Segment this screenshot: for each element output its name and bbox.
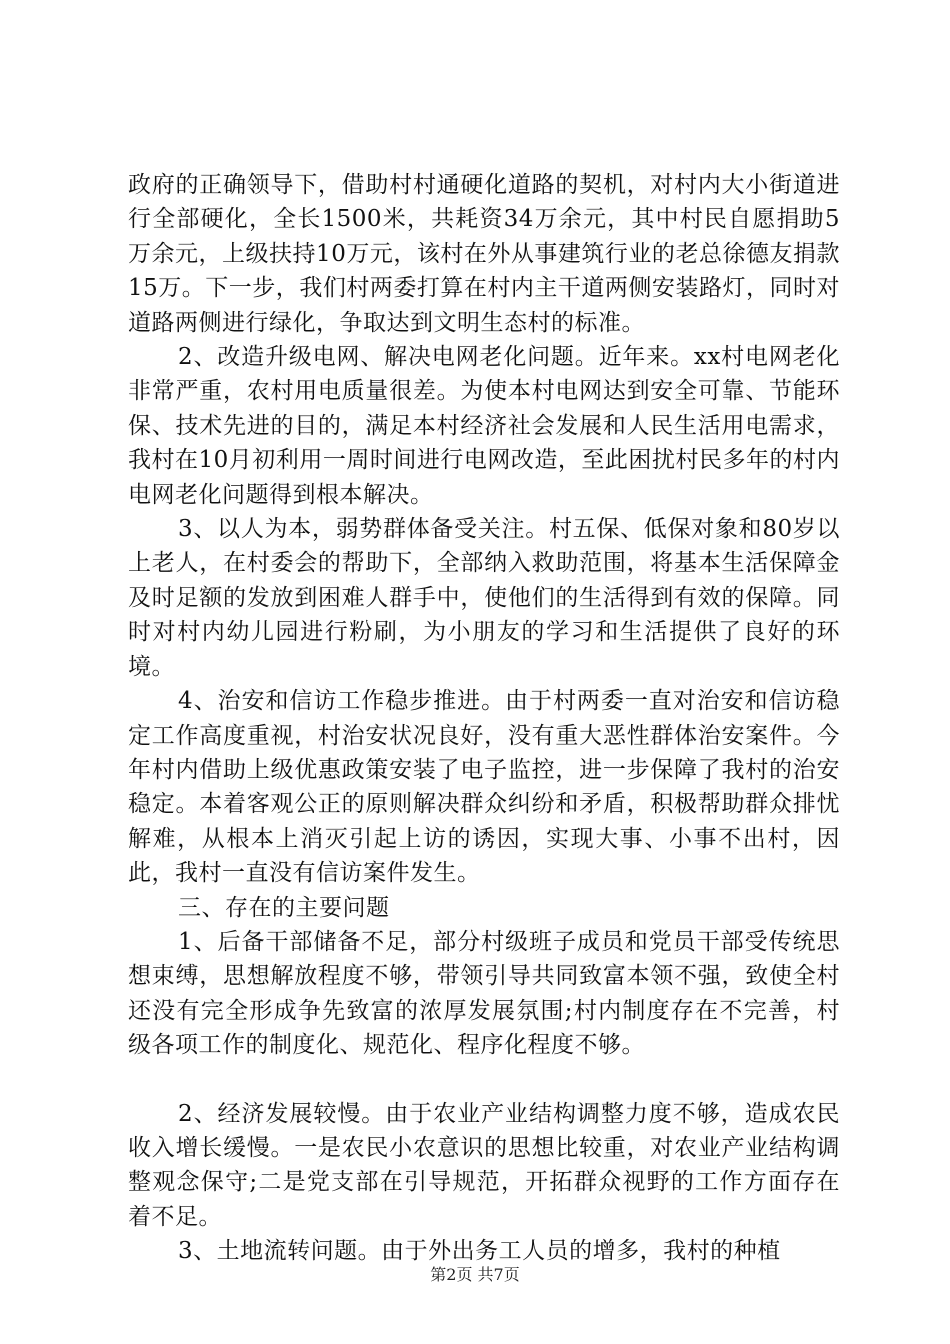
- section-heading-main-problems: 三、存在的主要问题: [178, 894, 390, 921]
- paragraph-land-transfer: 3、土地流转问题。由于外出务工人员的增多，我村的种植: [178, 1238, 781, 1265]
- paragraph-economic-development: 2、经济发展较慢。由于农业产业结构调整力度不够，造成农民收入增长缓慢。一是农民小农意识的思想比较重，对农业产业结构调整观念保守;二是党支部在引导规范，开拓群众视野的工作方面存在着不足。: [128, 1100, 840, 1230]
- paragraph-gap: [128, 1063, 840, 1097]
- paragraph-public-security: 4、治安和信访工作稳步推进。由于村两委一直对治安和信访稳定工作高度重视，村治安状况良好，没有重大恶性群体治安案件。今年村内借助上级优惠政策安装了电子监控，进一步保障了我村的治安稳定。本着客观公正的原则解决群众纠纷和矛盾，积极帮助群众排忧解难，从根本上消灭引起上访的诱因，实现大事、小事不出村，因此，我村一直没有信访案件发生。: [128, 688, 840, 887]
- page-number: 第2页 共7页: [430, 1265, 520, 1284]
- document-body: [128, 168, 840, 1269]
- paragraph-cadre-reserve: 1、后备干部储备不足，部分村级班子成员和党员干部受传统思想束缚，思想解放程度不够，带领引导共同致富本领不强，致使全村还没有完全形成争先致富的浓厚发展氛围;村内制度存在不完善，村级各项工作的制度化、规范化、程序化程度不够。: [128, 928, 840, 1059]
- paragraph-vulnerable-groups: 3、以人为本，弱势群体备受关注。村五保、低保对象和80岁以上老人，在村委会的帮助下，全部纳入救助范围，将基本生活保障金及时足额的发放到困难人群手中，使他们的生活得到有效的保障。同时对村内幼儿园进行粉刷，为小朋友的学习和生活提供了良好的环境。: [128, 516, 840, 680]
- paragraph-road-hardening: 政府的正确领导下，借助村村通硬化道路的契机，对村内大小街道进行全部硬化，全长1500米，共耗资34万余元，其中村民自愿捐助5万余元，上级扶持10万元，该村在外从事建筑行业的老总徐德友捐款15万。下一步，我们村两委打算在村内主干道两侧安装路灯，同时对道路两侧进行绿化，争取达到文明生态村的标准。: [128, 172, 840, 336]
- paragraph-power-grid: 2、改造升级电网、解决电网老化问题。近年来。xx村电网老化非常严重，农村用电质量很差。为使本村电网达到安全可靠、节能环保、技术先进的目的，满足本村经济社会发展和人民生活用电需求，我村在10月初利用一周时间进行电网改造，至此困扰村民多年的村内电网老化问题得到根本解决。: [128, 344, 840, 508]
- page-footer: [0, 1265, 950, 1285]
